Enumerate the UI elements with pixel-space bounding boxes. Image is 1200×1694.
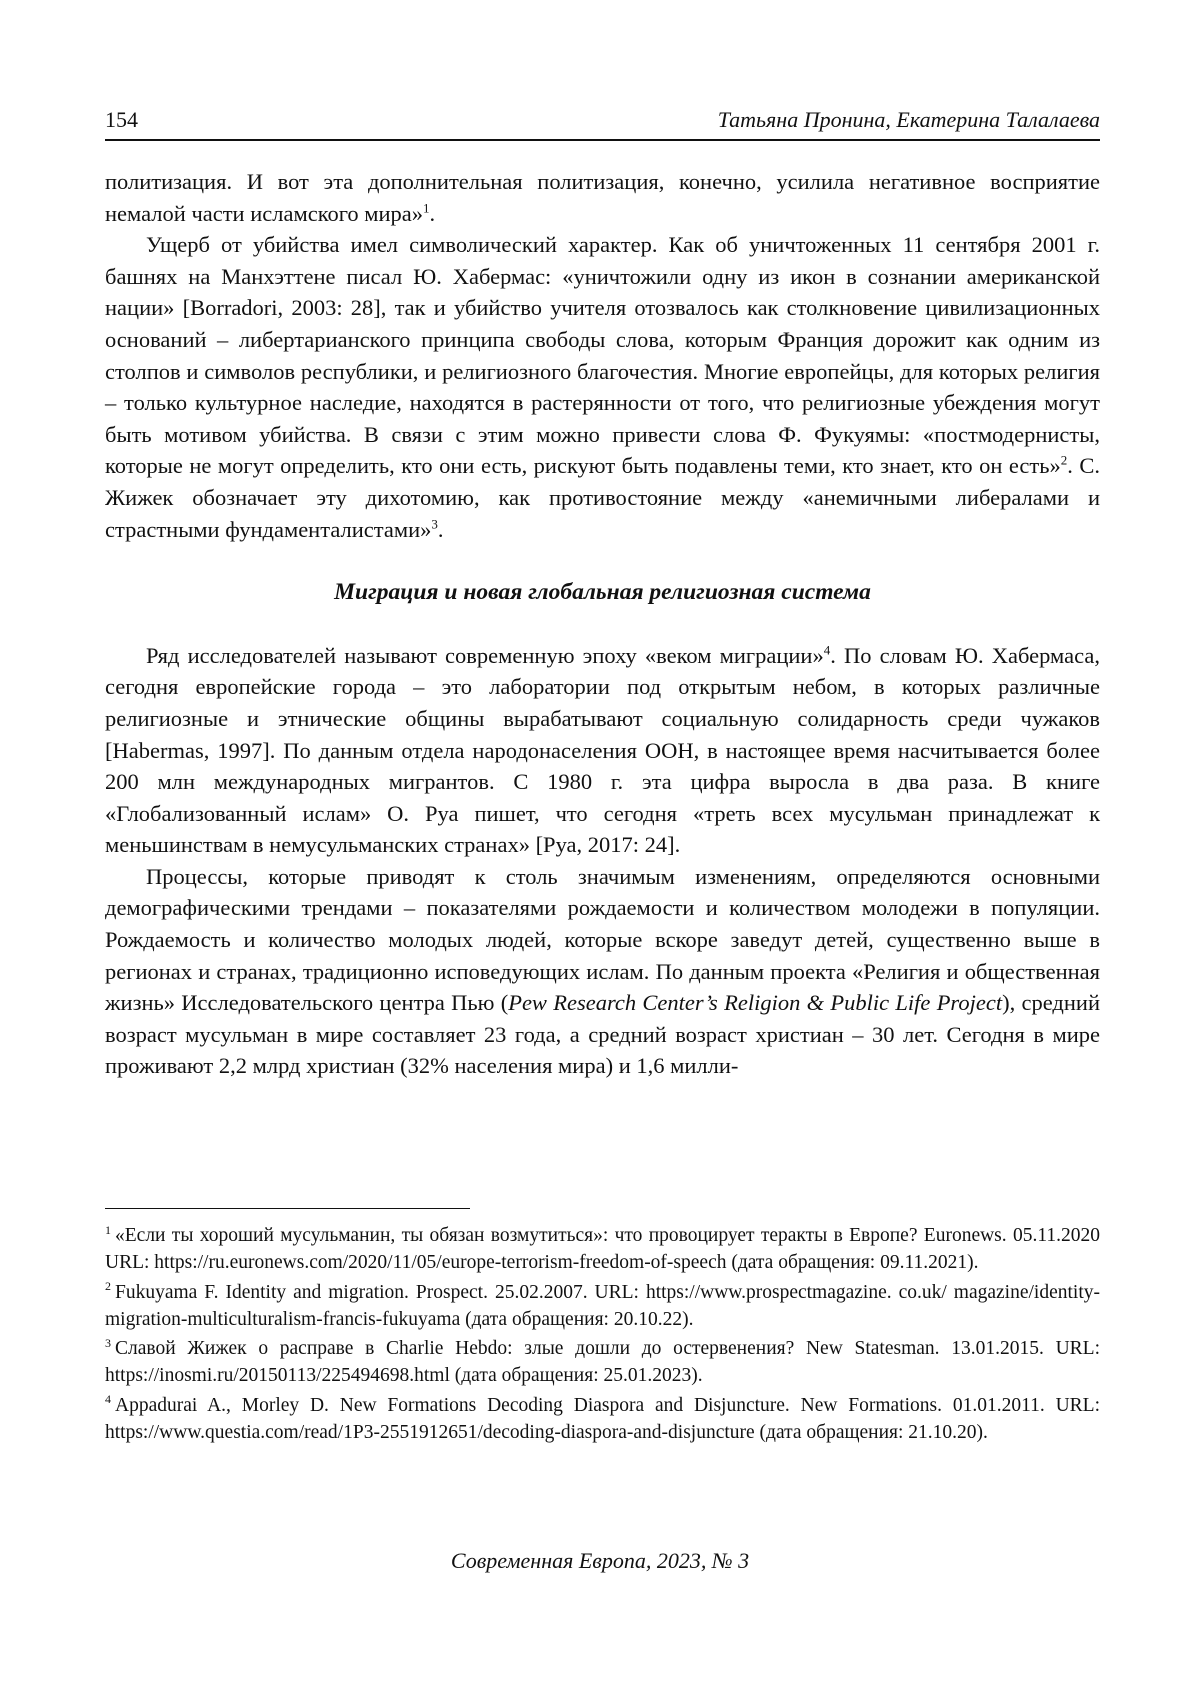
footnote-3 <box>105 1335 1100 1390</box>
footnotes <box>105 1222 1100 1448</box>
footnote-number: 3 <box>105 1335 111 1350</box>
footnote-text: Славой Жижек о расправе в Charlie Hebdo: злые дошли до остервенения? New Statesman. 13.01.2015. URL: https://inosmi.ru/20150113/225494698.html (дата обращения: 25.01.2023). <box>105 1338 1100 1387</box>
footnote-text: Fukuyama F. Identity and migration. Prospect. 25.02.2007. URL: https://www.prospectmagazine. co.uk/ magazine/identity-migration-multiculturalism-francis-fukuyama (дата обращения: 20.10.22). <box>105 1281 1100 1330</box>
page-number: 154 <box>105 107 138 132</box>
footnote-number: 1 <box>105 1222 111 1237</box>
paragraph-4-text-b: ), средний возраст мусульман в мире составляет 23 года, а средний возраст христиан – 30 лет. Сегодня в мире проживают 2,2 млрд христиан (32% населения мира) и 1,6 милли- <box>105 990 1100 1079</box>
paragraph-4-italic: Pew Research Center’s Religion & Public Life Project <box>508 990 1003 1016</box>
section-title: Миграция и новая глобальная религиозная система <box>334 579 871 606</box>
footnote-4 <box>105 1392 1100 1447</box>
paragraph-1: политизация. И вот эта дополнительная политизация, конечно, усилила негативное восприятие немалой части исламского мира»$^1$. <box>105 169 1100 226</box>
paragraph-2: Ущерб от убийства имел символический характер. Как об уничтоженных 11 сентября 2001 г. башнях на Манхэттене писал Ю. Хабермас: «уничтожили одну из икон в сознании американской нации» [Borradori, 2003: 28], так и убийство учителя отозвалось как столкновение цивилизационных оснований – либертарианского принципа свободы слова, которым Франция дорожит как одним из столпов и символов республики, и религиозного благочестия. Многие европейцы, для которых религия – только культурное наследие, находятся в растерянности от того, что религиозные убеждения могут быть мотивом убийства. В связи с этим можно привести слова Ф. Фукуямы: «постмодернисты, которые не могут определить, кто они есть, рискуют быть подавлены теми, кто знает, кто он есть»$^2$. С. Жижек обозначает эту дихотомию, как противостояние между «анемичными либералами и страстными фундаменталистами»$^3$. <box>105 232 1100 542</box>
main-text <box>105 166 1100 1082</box>
footnote-number: 2 <box>105 1279 111 1294</box>
footnote-2 <box>105 1279 1100 1334</box>
footnote-text: Appadurai A., Morley D. New Formations Decoding Diaspora and Disjuncture. New Formations. 01.01.2011. URL: https://www.questia.com/read/1P3-2551912651/decoding-diaspora-and-disjuncture (дата обращения: 21.10.20). <box>105 1394 1100 1444</box>
footnote-ref-3[interactable]: 3 <box>431 516 438 532</box>
paragraph-1-text: политизация. И вот эта дополнительная политизация, конечно, усилила негативное восприятие немалой части исламского мира» <box>105 169 1100 226</box>
paragraph-3 <box>105 640 1100 861</box>
paragraph-2-text-b: . С. Жижек обозначает эту дихотомию, как противостояние между «анемичными либералами и страстными фундаменталистами» <box>105 453 1100 542</box>
paragraph-4 <box>105 861 1100 1082</box>
paragraph-4-text-a: Процессы, которые приводят к столь значимым изменениям, определяются основными демографическими трендами – показателями рождаемости и количеством молодежи в популяции. Рождаемость и количество молодых людей, которые вскоре заведут детей, существенно выше в регионах и странах, традиционно исповедующих ислам. По данным проекта «Религия и общественная жизнь» Исследовательского центра Пью ( <box>105 863 1100 1016</box>
footnote-ref-4[interactable]: 4 <box>823 642 831 658</box>
footnote-1 <box>105 1222 1100 1277</box>
footnote-number: 4 <box>105 1392 111 1407</box>
footnote-text: «Если ты хороший мусульманин, ты обязан возмутиться»: что провоцирует теракты в Европе? Euronews. 05.11.2020 URL: https://ru.euronews.com/2020/11/05/europe-terrorism-freedom-of-speech (дата обращения: 09.11.2021). <box>105 1225 1100 1274</box>
paragraph-2-text-a: Ущерб от убийства имел символический характер. Как об уничтоженных 11 сентября 2001 г. башнях на Манхэттене писал Ю. Хабермас: «уничтожили одну из икон в сознании американской нации» [Borradori, 2003: 28], так и убийство учителя отозвалось как столкновение цивилизационных оснований – либертарианского принципа свободы слова, которым Франция дорожит как одним из столпов и символов республики, и религиозного благочестия. Многие европейцы, для которых религия – только культурное наследие, находятся в растерянности от того, что религиозные убеждения могут быть мотивом убийства. В связи с этим можно привести слова Ф. Фукуямы: «постмодернисты, которые не могут определить, кто они есть, рискуют быть подавлены теми, кто знает, кто он есть» <box>105 232 1100 479</box>
page-header <box>105 103 1100 141</box>
journal-footer: Современная Европа, 2023, № 3 <box>450 1548 750 1573</box>
running-head-authors: Татьяна Пронина, Екатерина Талалаева <box>717 107 1100 132</box>
footnote-ref-1[interactable]: 1 <box>423 200 430 216</box>
footnote-ref-2[interactable]: 2 <box>1060 452 1068 468</box>
footnote-divider <box>105 1208 470 1209</box>
paragraph-3-text-b: . По словам Ю. Хабермаса, сегодня европейские города – это лаборатории под открытым небом, в которых различные религиозные и этнические общины вырабатывают социальную солидарность среди чужаков [Habermas, 1997]. По данным отдела народонаселения ООН, в настоящее время насчитывается более 200 млн международных мигрантов. С 1980 г. эта цифра выросла в два раза. В книге «Глобализованный ислам» О. Руа пишет, что сегодня «треть всех мусульман принадлежат к меньшинствам в немусульманских странах» [Руа, 2017: 24]. <box>105 642 1100 858</box>
paragraph-3-text-a: Ряд исследователей называют современную эпоху «веком миграции» <box>146 642 824 668</box>
